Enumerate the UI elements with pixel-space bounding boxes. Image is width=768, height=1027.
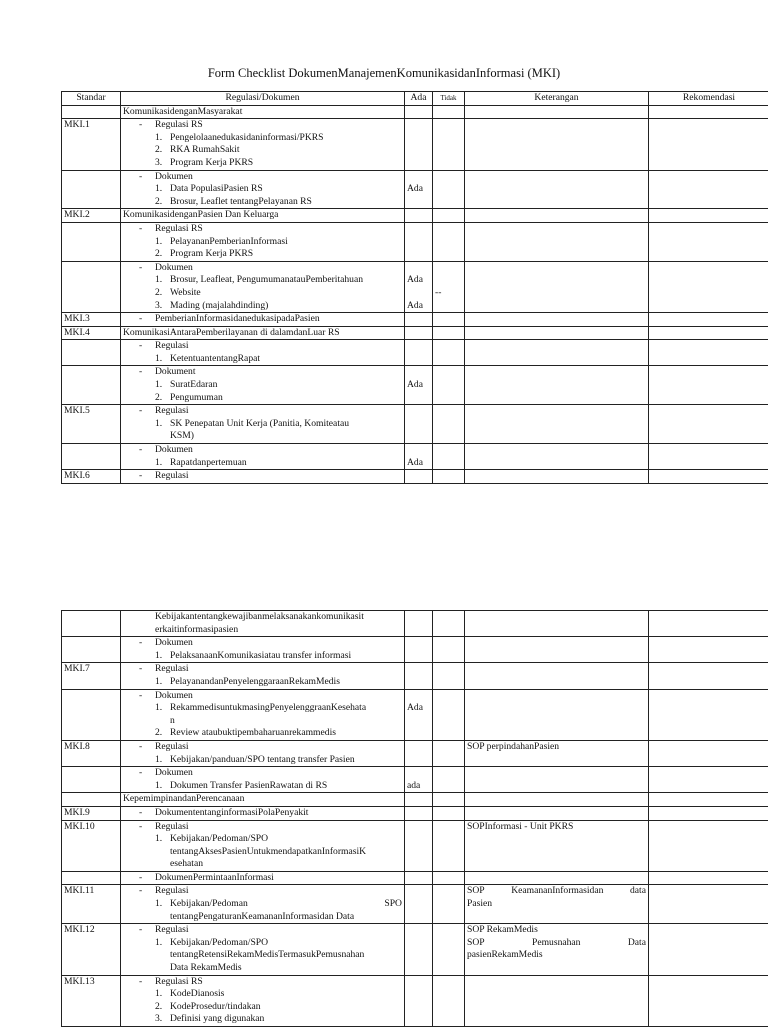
dokumen-cell: - Dokumen 1. Brosur, Leafleat, PengumumanatauPemberitahuan 2. Website 3. Mading (majalahdinding) [121,261,405,312]
checklist-table-2 [61,610,768,1027]
table-row [62,689,768,740]
standar-cell: MKI.5 [62,405,121,444]
regulasi-cell: - Regulasi 1. Kebijakan/Pedoman/SPO tentangAksesPasienUntukmendapatkanInformasiK esehatan [121,820,405,871]
regulasi-cell: - Regulasi RS 1. PelayananPemberianInformasi 2. Program Kerja PKRS [121,222,405,261]
standar-cell: MKI.2 [62,209,121,223]
keterangan-cell: SOP perpindahanPasien [465,740,649,766]
standar-cell: MKI.12 [62,924,121,975]
table-row [62,663,768,689]
regulasi-cell: - Regulasi 1. Kebijakan/Pedoman SPO tentangPengaturanKeamananInformasidan Data [121,885,405,924]
standar-cell: MKI.3 [62,313,121,327]
keterangan-cell: SOPInformasi - Unit PKRS [465,820,649,871]
table-row [62,611,768,637]
table-row [62,470,768,484]
dokumen-cell: - Dokumen 1. Data PopulasiPasien RS 2. Brosur, Leaflet tentangPelayanan RS [121,170,405,209]
section-title: KepemimpinandanPerencanaan [121,793,405,807]
dokumen-cell: - Dokumen 1. PelaksanaanKomunikasiatau transfer informasi [121,637,405,663]
ada-cell: ada [405,767,433,793]
col-header-keterangan: Keterangan [465,92,649,106]
col-header-tidak: Tidak [433,92,465,106]
table-header-row [62,92,768,106]
table-row [62,261,768,312]
table-row [62,885,768,924]
standar-cell: MKI.1 [62,119,121,170]
table-row [62,119,768,170]
dokumen-cell: - Dokument 1. SuratEdaran 2. Pengumuman [121,366,405,405]
standar-cell: MKI.6 [62,470,121,484]
table-row [62,806,768,820]
table-row [62,405,768,444]
standar-cell: MKI.7 [62,663,121,689]
regulasi-cell: Kebijakantentangkewajibanmelaksanakankomunikasit erkaitinformasipasien [121,611,405,637]
section-row [62,793,768,807]
table-row [62,820,768,871]
regulasi-cell: - Regulasi 1. KetentuantentangRapat [121,340,405,366]
page-title: Form Checklist DokumenManajemenKomunikasidanInformasi (MKI) [0,66,768,81]
dokumen-cell: - Dokumen 1. Dokumen Transfer PasienRawatan di RS [121,767,405,793]
section-row [62,105,768,119]
regulasi-cell: - Regulasi 1. PelayanandanPenyelenggaraanRekamMedis [121,663,405,689]
table-row [62,637,768,663]
regulasi-cell: - Regulasi [121,470,405,484]
table-row [62,366,768,405]
regulasi-cell: - DokumententanginformasiPolaPenyakit [121,806,405,820]
standar-cell: MKI.9 [62,806,121,820]
section-title: KomunikasidenganPasien Dan Keluarga [121,209,405,223]
table-row [62,313,768,327]
ada-cell: Ada [405,444,433,470]
keterangan-cell: SOP RekamMedis SOP Pemusnahan Data pasienRekamMedis [465,924,649,975]
table-row [62,170,768,209]
dokumen-cell: - Dokumen 1. Rapatdanpertemuan [121,444,405,470]
table-row [62,871,768,885]
table-row [62,222,768,261]
standar-cell: MKI.11 [62,885,121,924]
ada-cell: Ada [405,689,433,740]
regulasi-cell: - Regulasi 1. Kebijakan/panduan/SPO tentang transfer Pasien [121,740,405,766]
standar-cell: MKI.13 [62,975,121,1026]
ada-cell: Ada [405,366,433,405]
table-row [62,975,768,1026]
regulasi-cell: - PemberianInformasidanedukasipadaPasien [121,313,405,327]
standar-cell: MKI.8 [62,740,121,766]
col-header-standar: Standar [62,92,121,106]
table-row [62,340,768,366]
ada-cell: Ada Ada [405,261,433,312]
col-header-regulasi: Regulasi/Dokumen [121,92,405,106]
standar-cell: MKI.4 [62,326,121,340]
regulasi-cell: - Regulasi 1. Kebijakan/Pedoman/SPO tentangRetensiRekamMedisTermasukPemusnahan Data RekamMedis [121,924,405,975]
dokumen-cell: - DokumenPermintaanInformasi [121,871,405,885]
section-title: KomunikasidenganMasyarakat [121,105,405,119]
regulasi-cell: - Regulasi 1. SK Penepatan Unit Kerja (Panitia, Komiteatau KSM) [121,405,405,444]
standar-cell: MKI.10 [62,820,121,871]
table-row [62,767,768,793]
table-row [62,444,768,470]
section-title: KomunikasiAntaraPemberilayanan di dalamdanLuar RS [121,326,405,340]
checklist-table-1 [61,91,768,484]
table-row [62,740,768,766]
tidak-cell: -- [433,261,465,312]
keterangan-cell: SOP KeamananInformasidan data Pasien [465,885,649,924]
table-row [62,924,768,975]
table-row [62,326,768,340]
regulasi-cell: - Regulasi RS 1. Pengelolaanedukasidaninformasi/PKRS 2. RKA RumahSakit 3. Program Kerja PKRS [121,119,405,170]
dokumen-cell: - Dokumen 1. RekammedisuntukmasingPenyelenggraanKesehata n 2. Review ataubuktipembaharuanrekammedis [121,689,405,740]
col-header-ada: Ada [405,92,433,106]
ada-cell: Ada [405,170,433,209]
regulasi-cell: - Regulasi RS 1. KodeDianosis 2. KodeProsedur/tindakan 3. Definisi yang digunakan [121,975,405,1026]
table-row [62,209,768,223]
col-header-rekomendasi: Rekomendasi [649,92,768,106]
